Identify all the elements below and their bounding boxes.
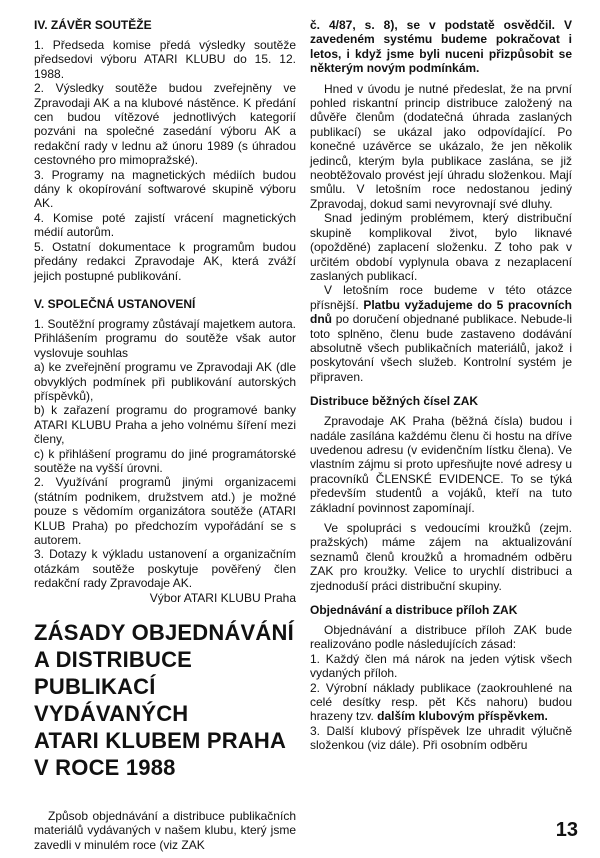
s4-item-1: 1. Předseda komise předá výsledky soutěže předsedovi výboru ATARI KLUBU do 15. 12. 1988. — [34, 38, 296, 81]
subheading-attachments: Objednávání a distribuce příloh ZAK — [310, 603, 518, 618]
paragraph-3: Snad jediným problémem, který distribuční skupině komplikoval život, bylo liknavé (opožděné) zaplacení složenku. Z toho pak v určitém období vyplynula obava z nezaplacení zaslaných publikací. — [310, 211, 572, 283]
headline-line-3: VYDÁVANÝCH — [34, 701, 189, 727]
s5-item-1: 1. Soutěžní programy zůstávají majetkem autora. Přihlášením programu do soutěže však autor vyslovuje souhlas — [34, 316, 296, 360]
paragraph-2: Hned v úvodu je nutné předeslat, že na první pohled riskantní princip distribuce založený na důvěře členům (dodatečná úhrada zaslaných publikací) se ukázal jako odpovídající. Po konečné uzávěrce se ukázalo, že jen několik jedinců, kterým byla publikace zaslána, se již neobtěžovalo provést její úhradu složenkou. Mají smůlu. V letošním roce nedostanou jediný Zpravodaj, dokud sami nevyrovnají své dluhy. — [310, 81, 572, 211]
paragraph-1: č. 4/87, s. 8), se v podstatě osvědčil. V zavedeném systému budeme pokračovat i letos, i když jsme byli nuceni přizpůsobit se některým novým podmínkám. — [310, 18, 572, 76]
paragraph-4 — [310, 283, 572, 384]
headline-line-5: V ROCE 1988 — [34, 755, 176, 781]
signature: Výbor ATARI KLUBU Praha — [149, 590, 296, 605]
subheading-distribution: Distribuce běžných čísel ZAK — [310, 394, 479, 409]
section-heading-v: V. SPOLEČNÁ USTANOVENÍ — [34, 296, 196, 311]
s5-item-c: c) k přihlášení programu do jiné programátorské soutěže na vyšší úrovni. — [34, 446, 296, 475]
headline-line-2: A DISTRIBUCE PUBLIKACÍ — [34, 647, 193, 700]
s5-item-a: a) ke zveřejnění programu ve Zpravodaji AK (dle obvyklých podmínek při publikování autorských příspěvků), — [34, 360, 296, 403]
paragraph-4-text-c: po doručení objednané publikace. Nebude-li toto splněno, členu bude zastaveno dodávání absolutně všech publikačních materiálů, jakož i poskytování všech služeb. Kontrolní systém je připraven. — [310, 312, 572, 384]
headline-line-1: ZÁSADY OBJEDNÁVÁNÍ — [34, 620, 294, 646]
rule-2-emphasis: dalším klubovým příspěvkem. — [377, 709, 548, 724]
s5-item-3: 3. Dotazy k výkladu ustanovení a organizačním otázkám soutěže poskytuje pověřený člen redakční rady Zpravodaje AK. — [34, 547, 296, 591]
s5-item-2: 2. Využívání programů jinými organizacemi (státním podnikem, družstvem atd.) je možné pouze s vědomím organizátora soutěže (ATARI KLUB Praha) po předchozím vypořádání se s autorem. — [34, 475, 296, 547]
paragraph-7: Objednávání a distribuce příloh ZAK bude realizováno podle následujících zásad: — [310, 623, 572, 652]
paragraph-4-text-a: V letošním roce budeme v této otázce přísnější. — [310, 283, 572, 312]
paragraph-6: Ve spolupráci s vedoucími kroužků (zejm. pražských) máme zájem na aktualizování seznamů členů kroužků a hromadném odběru ZAK pro kroužky. Velice to urychlí distribuci a zjednoduší práci distribuční skupiny. — [310, 521, 572, 593]
s4-item-3: 3. Programy na magnetických médiích budou dány k okopírování softwarové skupině výboru AK. — [34, 167, 296, 211]
s4-item-5: 5. Ostatní dokumentace k programům budou předány redakci Zpravodaje AK, která zváží jejich postupné publikování. — [34, 239, 296, 283]
s5-item-b: b) k zařazení programu do programové banky ATARI KLUBU Praha a jeho volnému šíření mezi členy, — [34, 403, 296, 447]
section-heading-iv: IV. ZÁVĚR SOUTĚŽE — [34, 18, 152, 32]
paragraph-5: Zpravodaje AK Praha (běžná čísla) budou i nadále zasílána každému členu či hostu na dříve uvedenou adresu (v evidenčním lístku člena). Ve vlastním zájmu si proto upřesňujte nové adresy u pracovníků ČLENSKÉ EVIDENCE. To se týká především studentů a vojáků, kteří na tuto základní povinnost zapomínají. — [310, 414, 572, 515]
rule-1: 1. Každý člen má nárok na jeden výtisk všech vydaných příloh. — [310, 651, 572, 681]
s4-item-4: 4. Komise poté zajistí vrácení magnetických médií autorům. — [34, 210, 296, 240]
article-intro: Způsob objednávání a distribuce publikačních materiálů vydávaných v našem klubu, který jsme zavedli v minulém roce (viz ZAK — [34, 809, 296, 852]
s4-item-2: 2. Výsledky soutěže budou zveřejněny ve Zpravodaji AK a na klubové nástěnce. K předání cen budou vítězové jednotlivých kategorií pozváni na společné zasedání výboru AK a redakční rady v lednu až únoru 1989 (s úhradou cestovného pro mimopražské). — [34, 81, 296, 168]
left-column — [34, 18, 296, 852]
paragraph-4-emphasis: Platbu vyžadujeme do 5 pracovních dnů — [310, 297, 572, 327]
page-number: 13 — [555, 819, 578, 841]
article-headline — [34, 619, 296, 781]
right-column — [310, 18, 572, 753]
headline-line-4: ATARI KLUBEM PRAHA — [34, 728, 287, 754]
rule-2 — [310, 681, 572, 724]
rule-3: 3. Další klubový příspěvek lze uhradit výlučně složenkou (viz dále). Při osobním odběru — [310, 723, 572, 753]
rule-2-text: 2. Výrobní náklady publikace (zaokrouhlené na celé desítky resp. pět Kčs nahoru) budou hrazeny tzv. — [310, 680, 572, 724]
